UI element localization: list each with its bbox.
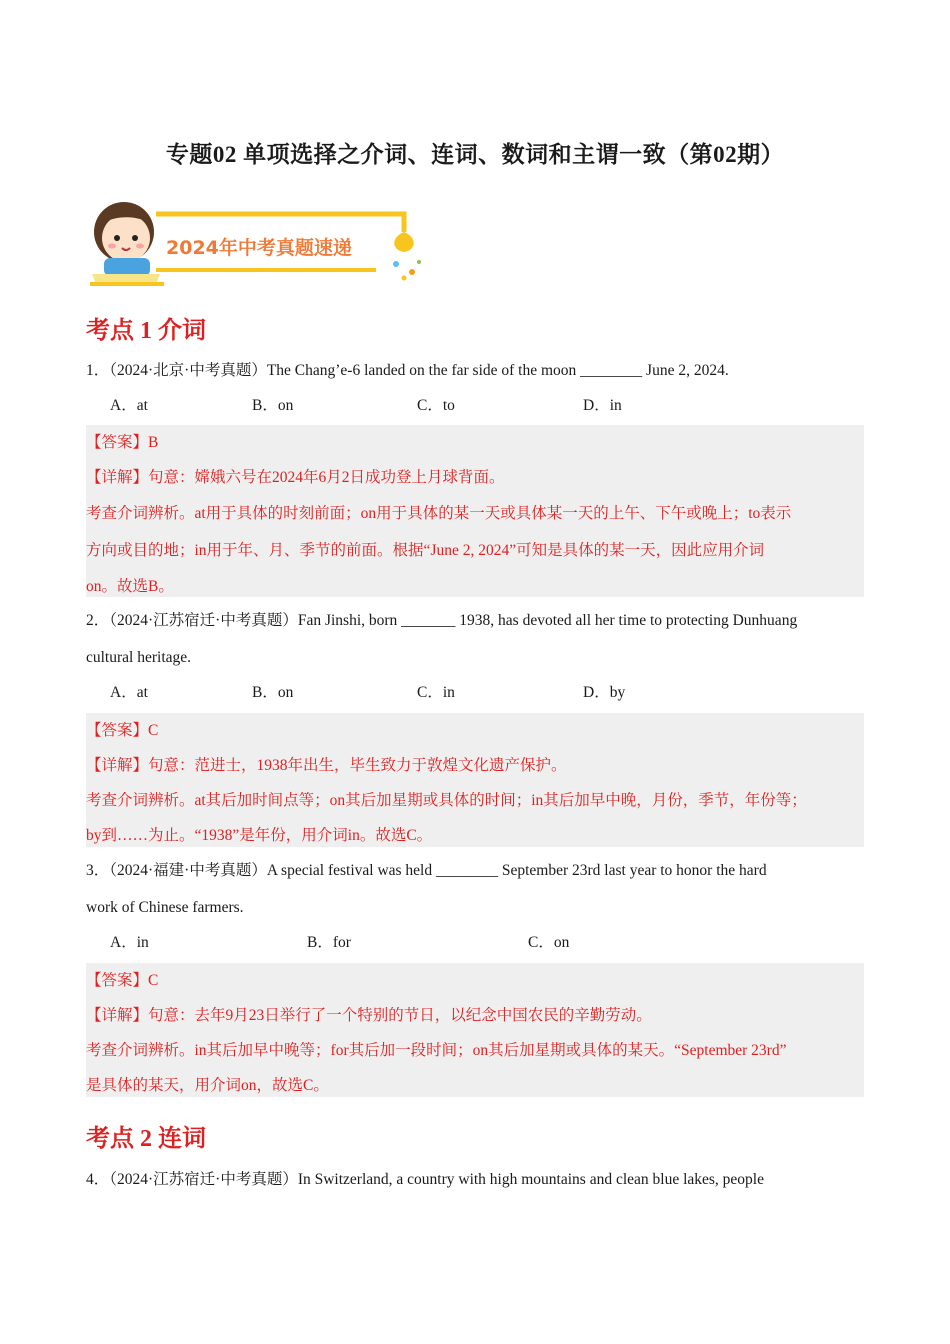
question-2-option-a: A．at [110,684,148,701]
question-1-detail-3: 方向或目的地；in用于年、月、季节的前面。根据“June 2, 2024”可知是具体的某一天，因此应用介词 [86,542,765,559]
question-3-answer: 【答案】C [86,972,159,989]
question-1-detail-2: 考查介词辨析。at用于具体的时刻前面；on用于具体的某一天或具体某一天的上午、下午或晚上；to表示 [86,505,792,522]
answer-box-1 [86,425,864,597]
question-2-option-d: D．by [583,684,626,701]
question-1-detail-1: 【详解】句意：嫦娥六号在2024年6月2日成功登上月球背面。 [86,469,505,486]
question-3-detail-1: 【详解】句意：去年9月23日举行了一个特别的节日，以纪念中国农民的辛勤劳动。 [86,1007,652,1024]
question-3-stem-2: work of Chinese farmers. [86,899,244,916]
page-title: 专题02 单项选择之介词、连词、数词和主谓一致（第02期） [165,142,785,167]
section-heading-1: 考点 1 介词 [86,318,206,344]
question-2-answer: 【答案】C [86,722,159,739]
question-2-detail-3: by到……为止。“1938”是年份，用介词in。故选C。 [86,827,433,844]
question-3-stem-1: 3．（2024·福建·中考真题）A special festival was held ________ September 23rd last year to honor the hard [86,862,767,879]
question-3-detail-3: 是具体的某天，用介词on，故选C。 [86,1077,329,1094]
question-1-option-b: B．on [252,397,294,414]
question-1-option-c: C．to [417,397,455,414]
banner-illustration [86,192,436,288]
question-1-option-a: A．at [110,397,148,414]
question-2-stem-1: 2．（2024·江苏宿迁·中考真题）Fan Jinshi, born _______ 1938, has devoted all her time to protecting Dunhuang [86,612,798,629]
question-3-detail-2: 考查介词辨析。in其后加早中晚等；for其后加一段时间；on其后加星期或具体的某天。“September 23rd” [86,1042,787,1059]
question-1-detail-4: on。故选B。 [86,578,174,595]
question-2-detail-1: 【详解】句意：范进士，1938年出生，毕生致力于敦煌文化遗产保护。 [86,757,567,774]
answer-box-3 [86,963,864,1097]
question-1-option-d: D．in [583,397,622,414]
banner-text: 2024年中考真题速递 [166,237,352,259]
question-2-option-c: C．in [417,684,455,701]
banner [86,192,436,288]
question-1-answer: 【答案】B [86,434,159,451]
question-4-stem: 4．（2024·江苏宿迁·中考真题）In Switzerland, a country with high mountains and clean blue lakes, people [86,1171,764,1188]
section-heading-2: 考点 2 连词 [86,1126,206,1152]
question-2-detail-2: 考查介词辨析。at其后加时间点等；on其后加星期或具体的时间；in其后加早中晚，月份，季节，年份等； [86,792,807,809]
question-3-option-b: B．for [307,934,351,951]
answer-box-2 [86,713,864,847]
question-2-option-b: B．on [252,684,294,701]
question-2-stem-2: cultural heritage. [86,649,192,666]
question-3-option-a: A．in [110,934,149,951]
question-3-option-c: C．on [528,934,570,951]
question-1-stem: 1．（2024·北京·中考真题）The Chang’e-6 landed on the far side of the moon ________ June 2, 2024. [86,362,729,379]
